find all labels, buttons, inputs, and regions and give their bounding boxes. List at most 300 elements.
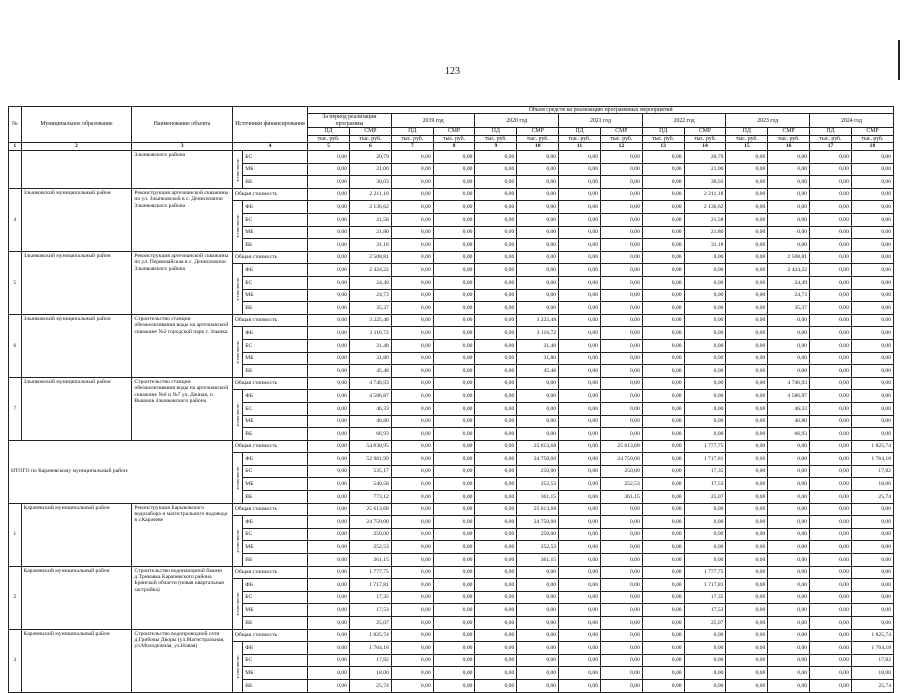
value-cell: 0,00 xyxy=(391,566,433,579)
value-cell: 0,00 xyxy=(600,251,642,264)
value-cell: 31,18 xyxy=(349,239,391,252)
municipality-name: Злынковский муниципальный район xyxy=(21,314,132,377)
funding-source: Общая стоимость xyxy=(232,629,307,642)
value-cell: 45,48 xyxy=(517,365,559,378)
value-cell: 0,00 xyxy=(642,566,684,579)
funding-source: МБ xyxy=(243,163,308,176)
value-cell: 17,35 xyxy=(349,591,391,604)
funding-source: ФБ xyxy=(243,516,308,529)
value-cell: 250,00 xyxy=(349,528,391,541)
value-cell: 1 764,18 xyxy=(851,453,893,466)
value-cell: 1 717,81 xyxy=(684,453,726,466)
value-cell: 0,00 xyxy=(308,667,350,680)
value-cell: 0,00 xyxy=(768,528,810,541)
value-cell: 0,00 xyxy=(308,251,350,264)
value-cell: 0,00 xyxy=(600,604,642,617)
value-cell: 0,00 xyxy=(642,163,684,176)
value-cell: 0,00 xyxy=(726,201,768,214)
value-cell: 2 424,22 xyxy=(349,264,391,277)
value-cell: 0,00 xyxy=(810,604,852,617)
value-cell: 0,00 xyxy=(517,201,559,214)
value-cell: 0,00 xyxy=(433,629,475,642)
value-cell: 0,00 xyxy=(851,163,893,176)
value-cell: 0,00 xyxy=(600,679,642,692)
value-cell: 0,00 xyxy=(391,402,433,415)
value-cell: 0,00 xyxy=(642,554,684,567)
header-units: тыс. руб. xyxy=(684,135,726,142)
value-cell: 0,00 xyxy=(475,554,517,567)
value-cell: 0,00 xyxy=(559,591,601,604)
in-that-number-label xyxy=(232,642,242,692)
value-cell: 0,00 xyxy=(810,503,852,516)
value-cell: 540,58 xyxy=(349,478,391,491)
value-cell: 0,00 xyxy=(768,667,810,680)
value-cell: 0,00 xyxy=(684,251,726,264)
value-cell: 0,00 xyxy=(475,239,517,252)
funding-source: Общая стоимость xyxy=(232,188,307,201)
value-cell: 0,00 xyxy=(600,428,642,441)
object-name: Реконструкция артезианской скважины по ул. Первомайская в с. Денисковичи Злынковского района xyxy=(132,251,232,314)
value-cell: 46,33 xyxy=(349,402,391,415)
value-cell: 0,00 xyxy=(433,667,475,680)
column-numbers-row xyxy=(9,143,894,151)
value-cell: 0,00 xyxy=(851,239,893,252)
value-cell: 0,00 xyxy=(642,541,684,554)
in-that-number-label xyxy=(232,151,242,189)
value-cell: 21,58 xyxy=(684,214,726,227)
value-cell: 0,00 xyxy=(475,377,517,390)
value-cell: 0,00 xyxy=(308,390,350,403)
value-cell: 0,00 xyxy=(600,579,642,592)
funding-source: БС xyxy=(243,465,308,478)
value-cell: 0,00 xyxy=(475,453,517,466)
value-cell: 25 613,68 xyxy=(517,503,559,516)
value-cell: 0,00 xyxy=(308,377,350,390)
value-cell: 0,00 xyxy=(768,503,810,516)
value-cell: 0,00 xyxy=(517,679,559,692)
value-cell: 0,00 xyxy=(433,617,475,630)
value-cell: 0,00 xyxy=(684,503,726,516)
value-cell: 0,00 xyxy=(851,402,893,415)
header-units: тыс. руб. xyxy=(600,135,642,142)
value-cell: 0,00 xyxy=(642,327,684,340)
value-cell: 0,00 xyxy=(559,339,601,352)
value-cell: 0,00 xyxy=(308,214,350,227)
value-cell: 0,00 xyxy=(726,579,768,592)
value-cell: 361,15 xyxy=(349,554,391,567)
value-cell: 0,00 xyxy=(768,163,810,176)
table-row xyxy=(9,151,894,164)
value-cell: 0,00 xyxy=(559,428,601,441)
value-cell: 1 825,74 xyxy=(349,629,391,642)
value-cell: 0,00 xyxy=(308,541,350,554)
value-cell: 250,00 xyxy=(517,528,559,541)
value-cell: 25,07 xyxy=(684,491,726,504)
value-cell: 0,00 xyxy=(517,239,559,252)
column-number: 6 xyxy=(349,143,391,151)
value-cell: 0,00 xyxy=(308,176,350,189)
value-cell: 0,00 xyxy=(475,667,517,680)
value-cell: 0,00 xyxy=(433,465,475,478)
value-cell: 0,00 xyxy=(475,566,517,579)
value-cell: 0,00 xyxy=(559,402,601,415)
value-cell: 4 586,87 xyxy=(349,390,391,403)
value-cell: 31,48 xyxy=(349,339,391,352)
value-cell: 17,53 xyxy=(684,478,726,491)
in-that-number-label xyxy=(232,201,242,251)
header-smr: СМР xyxy=(768,128,810,135)
column-number: 13 xyxy=(642,143,684,151)
value-cell: 4 746,93 xyxy=(768,377,810,390)
value-cell: 35,37 xyxy=(349,302,391,315)
value-cell: 0,00 xyxy=(391,188,433,201)
value-cell: 0,00 xyxy=(559,251,601,264)
funding-source: Общая стоимость xyxy=(232,314,307,327)
header-source: Источники финансирования xyxy=(232,107,307,143)
value-cell: 0,00 xyxy=(810,579,852,592)
value-cell: 52 981,99 xyxy=(349,453,391,466)
value-cell: 0,00 xyxy=(810,188,852,201)
value-cell: 0,00 xyxy=(726,503,768,516)
value-cell: 0,00 xyxy=(308,201,350,214)
value-cell: 0,00 xyxy=(768,679,810,692)
value-cell: 0,00 xyxy=(433,327,475,340)
value-cell: 0,00 xyxy=(433,440,475,453)
table-row xyxy=(9,188,894,201)
funding-source: ВБ xyxy=(243,365,308,378)
value-cell: 0,00 xyxy=(851,604,893,617)
table-row xyxy=(9,566,894,579)
funding-source: ФБ xyxy=(243,453,308,466)
value-cell: 0,00 xyxy=(433,528,475,541)
value-cell: 0,00 xyxy=(642,503,684,516)
value-cell: 0,00 xyxy=(851,251,893,264)
value-cell: 0,00 xyxy=(642,151,684,164)
value-cell: 46,33 xyxy=(768,402,810,415)
funding-source: БС xyxy=(243,591,308,604)
in-that-number-text: в том числе: xyxy=(235,655,241,679)
value-cell: 30,03 xyxy=(349,176,391,189)
value-cell: 0,00 xyxy=(433,201,475,214)
value-cell: 0,00 xyxy=(851,541,893,554)
value-cell: 0,00 xyxy=(726,226,768,239)
header-pd: ПД xyxy=(642,128,684,135)
value-cell: 0,00 xyxy=(308,516,350,529)
value-cell: 0,00 xyxy=(684,642,726,655)
value-cell: 0,00 xyxy=(391,214,433,227)
header-units: тыс. руб. xyxy=(475,135,517,142)
value-cell: 31,80 xyxy=(517,352,559,365)
header-year: 2021 год xyxy=(559,114,643,128)
value-cell: 0,00 xyxy=(475,226,517,239)
value-cell: 0,00 xyxy=(308,503,350,516)
value-cell: 0,00 xyxy=(642,604,684,617)
header-units: тыс. руб. xyxy=(517,135,559,142)
value-cell: 0,00 xyxy=(517,617,559,630)
value-cell: 0,00 xyxy=(851,339,893,352)
value-cell: 0,00 xyxy=(433,365,475,378)
value-cell: 0,00 xyxy=(600,402,642,415)
value-cell: 0,00 xyxy=(517,591,559,604)
value-cell: 0,00 xyxy=(559,654,601,667)
value-cell: 0,00 xyxy=(559,163,601,176)
value-cell: 0,00 xyxy=(684,377,726,390)
value-cell: 0,00 xyxy=(308,289,350,302)
value-cell: 46,80 xyxy=(768,415,810,428)
value-cell: 0,00 xyxy=(851,528,893,541)
funding-source: МБ xyxy=(243,415,308,428)
value-cell: 0,00 xyxy=(768,201,810,214)
value-cell: 0,00 xyxy=(475,201,517,214)
program-funding-table xyxy=(8,106,894,693)
value-cell: 0,00 xyxy=(559,176,601,189)
value-cell: 0,00 xyxy=(600,327,642,340)
value-cell: 0,00 xyxy=(810,478,852,491)
value-cell: 361,15 xyxy=(517,491,559,504)
column-number: 7 xyxy=(391,143,433,151)
value-cell: 0,00 xyxy=(391,629,433,642)
value-cell: 0,00 xyxy=(517,642,559,655)
header-row xyxy=(9,107,894,114)
value-cell: 0,00 xyxy=(726,377,768,390)
table-row xyxy=(9,377,894,390)
value-cell: 0,00 xyxy=(810,276,852,289)
value-cell: 0,00 xyxy=(600,289,642,302)
value-cell: 21,80 xyxy=(684,226,726,239)
value-cell: 0,00 xyxy=(600,352,642,365)
header-pd: ПД xyxy=(308,128,350,135)
value-cell: 0,00 xyxy=(726,667,768,680)
value-cell: 0,00 xyxy=(559,201,601,214)
value-cell: 0,00 xyxy=(433,289,475,302)
value-cell: 0,00 xyxy=(726,276,768,289)
funding-source: БС xyxy=(243,339,308,352)
value-cell: 0,00 xyxy=(517,629,559,642)
value-cell: 0,00 xyxy=(559,629,601,642)
value-cell: 0,00 xyxy=(559,679,601,692)
value-cell: 0,00 xyxy=(684,302,726,315)
value-cell: 0,00 xyxy=(517,264,559,277)
value-cell: 0,00 xyxy=(308,239,350,252)
in-that-number-text: в том числе: xyxy=(235,277,241,301)
value-cell: 0,00 xyxy=(475,440,517,453)
in-that-number-label xyxy=(232,579,242,629)
value-cell: 0,00 xyxy=(726,251,768,264)
value-cell: 17,82 xyxy=(851,654,893,667)
value-cell: 0,00 xyxy=(642,239,684,252)
value-cell: 252,53 xyxy=(517,541,559,554)
column-number: 1 xyxy=(9,143,22,151)
value-cell: 0,00 xyxy=(768,226,810,239)
value-cell: 0,00 xyxy=(642,491,684,504)
value-cell: 66,93 xyxy=(349,428,391,441)
value-cell: 0,00 xyxy=(559,503,601,516)
header-units: тыс. руб. xyxy=(726,135,768,142)
value-cell: 0,00 xyxy=(810,654,852,667)
funding-source: ВБ xyxy=(243,239,308,252)
value-cell: 1 717,81 xyxy=(349,579,391,592)
value-cell: 0,00 xyxy=(726,465,768,478)
value-cell: 0,00 xyxy=(851,352,893,365)
value-cell: 0,00 xyxy=(726,491,768,504)
value-cell: 0,00 xyxy=(600,629,642,642)
object-name: Строительство станции обезжелезивания воды на артезианской скважине №2 городской парк г. Злынка xyxy=(132,314,232,377)
value-cell: 0,00 xyxy=(517,390,559,403)
value-cell: 3 225,48 xyxy=(349,314,391,327)
value-cell: 0,00 xyxy=(726,264,768,277)
value-cell: 0,00 xyxy=(642,188,684,201)
value-cell: 0,00 xyxy=(391,604,433,617)
value-cell: 25 613,68 xyxy=(600,440,642,453)
funding-source: МБ xyxy=(243,352,308,365)
value-cell: 0,00 xyxy=(642,679,684,692)
value-cell: 0,00 xyxy=(600,528,642,541)
value-cell: 0,00 xyxy=(517,667,559,680)
value-cell: 0,00 xyxy=(433,176,475,189)
value-cell: 0,00 xyxy=(433,642,475,655)
value-cell: 2 508,81 xyxy=(768,251,810,264)
value-cell: 0,00 xyxy=(810,327,852,340)
header-units: тыс. руб. xyxy=(810,135,852,142)
value-cell: 0,00 xyxy=(768,478,810,491)
value-cell: 0,00 xyxy=(433,214,475,227)
header-smr: СМР xyxy=(684,128,726,135)
value-cell: 0,00 xyxy=(433,591,475,604)
value-cell: 0,00 xyxy=(391,491,433,504)
in-that-number-text: в том числе: xyxy=(235,214,241,238)
header-pd: ПД xyxy=(810,128,852,135)
value-cell: 0,00 xyxy=(851,415,893,428)
value-cell: 24,73 xyxy=(768,289,810,302)
value-cell: 0,00 xyxy=(684,667,726,680)
value-cell: 1 825,74 xyxy=(851,629,893,642)
value-cell: 0,00 xyxy=(433,390,475,403)
value-cell: 0,00 xyxy=(433,428,475,441)
value-cell: 0,00 xyxy=(726,151,768,164)
value-cell: 45,48 xyxy=(349,365,391,378)
header-units: тыс. руб. xyxy=(851,135,893,142)
value-cell: 0,00 xyxy=(768,327,810,340)
value-cell: 0,00 xyxy=(433,554,475,567)
value-cell: 1 764,18 xyxy=(851,642,893,655)
value-cell: 0,00 xyxy=(726,163,768,176)
value-cell: 0,00 xyxy=(433,516,475,529)
funding-source: ВБ xyxy=(243,491,308,504)
header-units: тыс. руб. xyxy=(559,135,601,142)
value-cell: 0,00 xyxy=(726,415,768,428)
value-cell: 0,00 xyxy=(475,339,517,352)
value-cell: 0,00 xyxy=(642,289,684,302)
value-cell: 0,00 xyxy=(517,176,559,189)
value-cell: 0,00 xyxy=(851,302,893,315)
value-cell: 0,00 xyxy=(308,453,350,466)
value-cell: 0,00 xyxy=(559,276,601,289)
value-cell: 0,00 xyxy=(517,377,559,390)
value-cell: 0,00 xyxy=(517,251,559,264)
value-cell: 0,00 xyxy=(810,617,852,630)
value-cell: 0,00 xyxy=(726,528,768,541)
value-cell: 0,00 xyxy=(600,516,642,529)
value-cell: 0,00 xyxy=(851,591,893,604)
column-number: 2 xyxy=(21,143,132,151)
funding-source: ВБ xyxy=(243,679,308,692)
value-cell: 0,00 xyxy=(559,352,601,365)
in-that-number-label xyxy=(232,327,242,377)
value-cell: 0,00 xyxy=(559,554,601,567)
value-cell: 0,00 xyxy=(642,302,684,315)
value-cell: 4 746,93 xyxy=(349,377,391,390)
value-cell: 0,00 xyxy=(433,151,475,164)
value-cell: 0,00 xyxy=(684,428,726,441)
value-cell: 0,00 xyxy=(308,617,350,630)
value-cell: 0,00 xyxy=(475,604,517,617)
value-cell: 0,00 xyxy=(600,667,642,680)
value-cell: 0,00 xyxy=(475,390,517,403)
value-cell: 18,00 xyxy=(851,667,893,680)
value-cell: 0,00 xyxy=(391,453,433,466)
value-cell: 0,00 xyxy=(559,541,601,554)
value-cell: 0,00 xyxy=(810,176,852,189)
value-cell: 31,48 xyxy=(517,339,559,352)
column-number: 14 xyxy=(684,143,726,151)
value-cell: 0,00 xyxy=(600,264,642,277)
value-cell: 0,00 xyxy=(475,478,517,491)
value-cell: 0,00 xyxy=(768,239,810,252)
value-cell: 0,00 xyxy=(475,314,517,327)
value-cell: 0,00 xyxy=(726,453,768,466)
funding-source: МБ xyxy=(243,667,308,680)
funding-source: БС xyxy=(243,402,308,415)
value-cell: 0,00 xyxy=(308,302,350,315)
value-cell: 0,00 xyxy=(475,163,517,176)
funding-source: Общая стоимость xyxy=(232,251,307,264)
value-cell: 0,00 xyxy=(308,428,350,441)
value-cell: 0,00 xyxy=(726,566,768,579)
header-pd: ПД xyxy=(726,128,768,135)
value-cell: 0,00 xyxy=(684,629,726,642)
value-cell: 0,00 xyxy=(810,566,852,579)
value-cell: 0,00 xyxy=(475,251,517,264)
value-cell: 0,00 xyxy=(391,440,433,453)
header-units: тыс. руб. xyxy=(391,135,433,142)
value-cell: 0,00 xyxy=(684,365,726,378)
value-cell: 0,00 xyxy=(600,163,642,176)
value-cell: 0,00 xyxy=(642,667,684,680)
value-cell: 0,00 xyxy=(559,566,601,579)
value-cell: 0,00 xyxy=(768,188,810,201)
value-cell: 0,00 xyxy=(684,654,726,667)
value-cell: 0,00 xyxy=(308,264,350,277)
value-cell: 31,18 xyxy=(684,239,726,252)
value-cell: 0,00 xyxy=(810,402,852,415)
value-cell: 535,17 xyxy=(349,465,391,478)
funding-source: МБ xyxy=(243,604,308,617)
value-cell: 0,00 xyxy=(433,314,475,327)
value-cell: 0,00 xyxy=(308,478,350,491)
value-cell: 0,00 xyxy=(433,226,475,239)
value-cell: 0,00 xyxy=(433,402,475,415)
value-cell: 0,00 xyxy=(391,251,433,264)
value-cell: 0,00 xyxy=(308,679,350,692)
value-cell: 252,53 xyxy=(600,478,642,491)
value-cell: 0,00 xyxy=(433,478,475,491)
header-pd: ПД xyxy=(559,128,601,135)
column-number: 9 xyxy=(475,143,517,151)
value-cell: 0,00 xyxy=(810,352,852,365)
value-cell: 0,00 xyxy=(391,528,433,541)
value-cell: 0,00 xyxy=(726,642,768,655)
value-cell: 0,00 xyxy=(308,642,350,655)
